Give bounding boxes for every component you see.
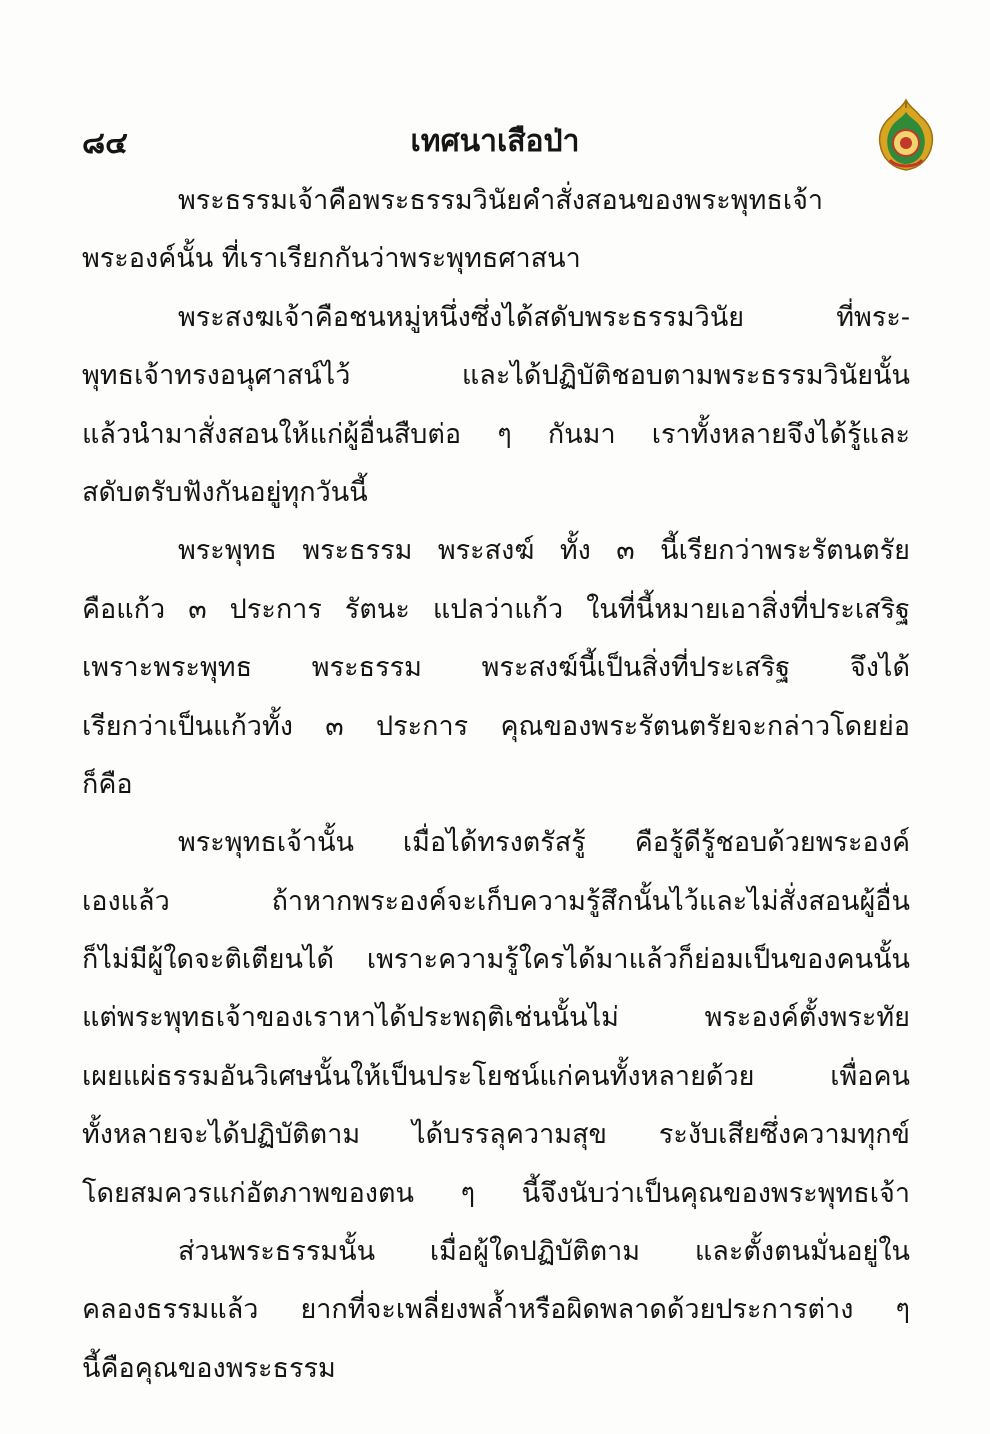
text-line: นี้คือคุณของพระธรรม [82, 1352, 336, 1384]
text-line: ทั้งหลายจะได้ปฏิบัติตาม ได้บรรลุความสุข ระงับเสียซึ่งความทุกข์ [82, 1119, 910, 1151]
text-line: แต่พระพุทธเจ้าของเราหาได้ประพฤติเช่นนั้นไม่ พระองค์ตั้งพระทัย [82, 1002, 910, 1034]
text-line: พระสงฆเจ้าคือชนหมู่หนึ่งซึ่งได้สดับพระธรรมวินัย ที่พระ- [178, 301, 910, 333]
text-line: เองแล้ว ถ้าหากพระองค์จะเก็บความรู้สึกนั้นไว้และไม่สั่งสอนผู้อื่น [82, 885, 910, 917]
text-line: คลองธรรมแล้ว ยากที่จะเพลี่ยงพล้ำหรือผิดพลาดด้วยประการต่าง ๆ [82, 1294, 910, 1326]
text-line: ส่วนพระธรรมนั้น เมื่อผู้ใดปฏิบัติตาม และตั้งตนมั่นอยู่ใน [178, 1236, 910, 1268]
text-line: คือแก้ว ๓ ประการ รัตนะ แปลว่าแก้ว ในที่นี้หมายเอาสิ่งที่ประเสริฐ [82, 593, 910, 625]
text-line: พระองค์นั้น ที่เราเรียกกันว่าพระพุทธศาสนา [82, 243, 581, 275]
text-line: โดยสมควรแก่อัตภาพของตน ๆ นี้จึงนับว่าเป็นคุณของพระพุทธเจ้า [82, 1177, 910, 1209]
text-line: ก็คือ [82, 768, 133, 800]
royal-emblem-icon [876, 98, 936, 172]
page-number: ๘๔ [82, 126, 128, 161]
text-line: ก็ไม่มีผู้ใดจะติเตียนได้ เพราะความรู้ใครได้มาแล้วก็ย่อมเป็นของคนนั้น [82, 944, 910, 976]
text-line: เผยแผ่ธรรมอันวิเศษนั้นให้เป็นประโยชน์แก่คนทั้งหลายด้วย เพื่อคน [82, 1060, 910, 1092]
body-text [82, 172, 910, 1398]
text-line: พระพุทธ พระธรรม พระสงฆ์ ทั้ง ๓ นี้เรียกว่าพระรัตนตรัย [178, 535, 910, 567]
text-line: เพราะพระพุทธ พระธรรม พระสงฆ์นี้เป็นสิ่งที่ประเสริฐ จึงได้ [82, 652, 910, 684]
text-line: พระธรรมเจ้าคือพระธรรมวินัยคำสั่งสอนของพระพุทธเจ้า [178, 185, 824, 216]
page-title: เทศนาเสือป่า [410, 124, 580, 159]
text-line: พระพุทธเจ้านั้น เมื่อได้ทรงตรัสรู้ คือรู้ดีรู้ชอบด้วยพระองค์ [178, 827, 910, 859]
text-line: สดับตรับฟังกันอยู่ทุกวันนี้ [82, 476, 368, 508]
text-line: แล้วนำมาสั่งสอนให้แก่ผู้อื่นสืบต่อ ๆ กันมา เราทั้งหลายจึงได้รู้และ [82, 418, 910, 450]
text-line: เรียกว่าเป็นแก้วทั้ง ๓ ประการ คุณของพระรัตนตรัยจะกล่าวโดยย่อ [82, 710, 910, 742]
text-line: พุทธเจ้าทรงอนุศาสน์ไว้ และได้ปฏิบัติชอบตามพระธรรมวินัยนั้น [82, 360, 910, 392]
